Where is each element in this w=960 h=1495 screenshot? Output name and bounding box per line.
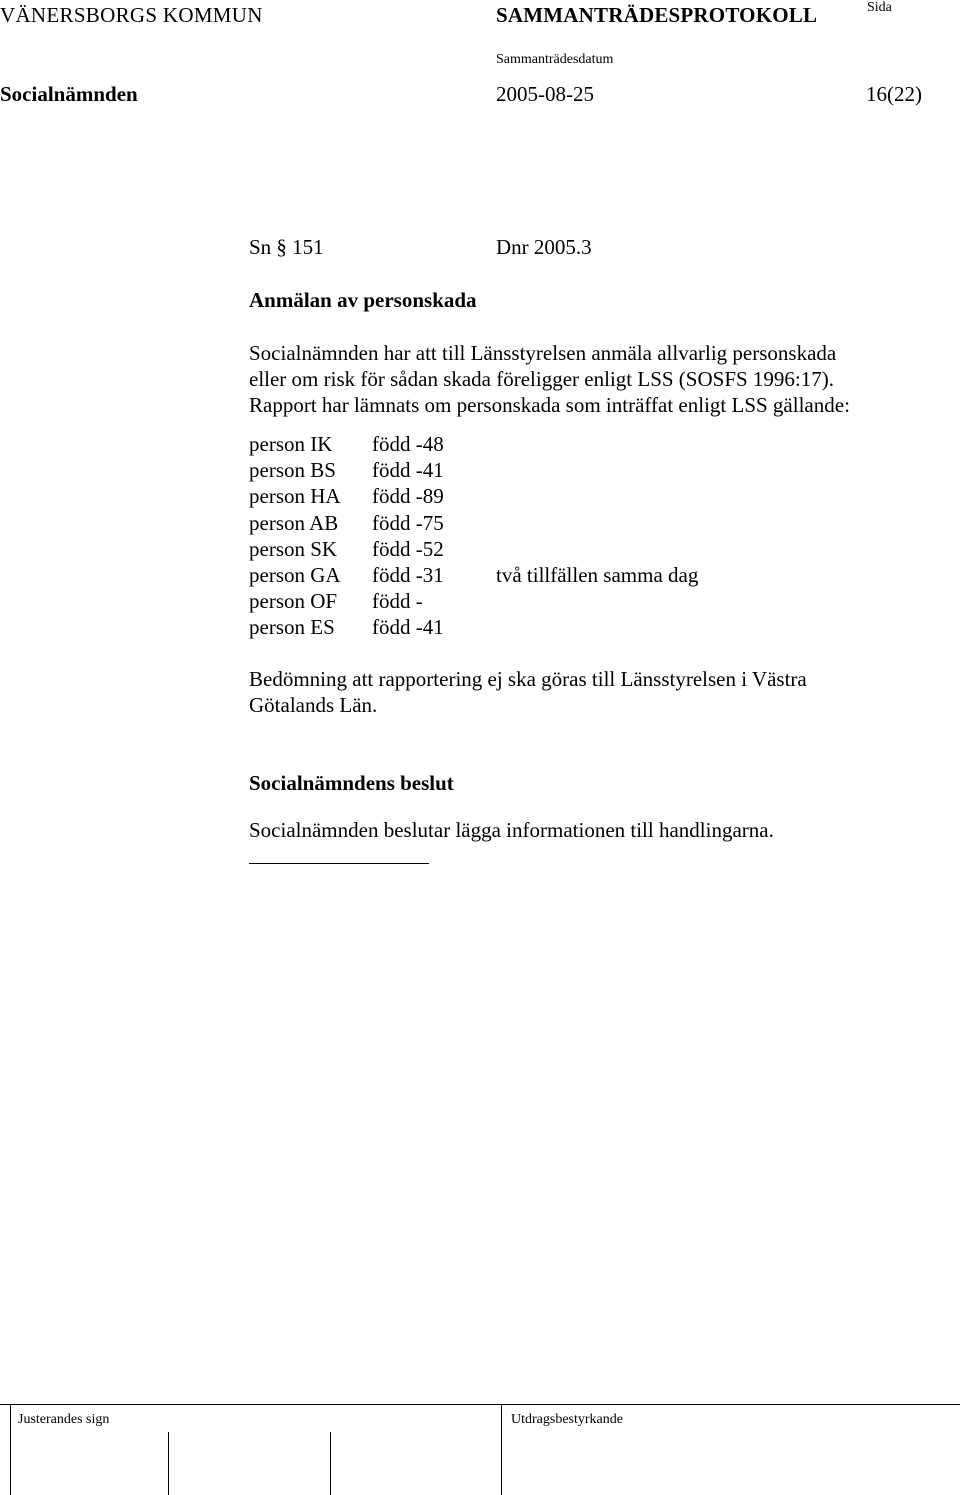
signature-box-divider bbox=[168, 1432, 169, 1495]
case-paragraph-number: Sn § 151 bbox=[249, 235, 324, 259]
description-line: Socialnämnden har att till Länsstyrelsen anmäla allvarlig personskada bbox=[249, 341, 837, 365]
person-birth-year: född -48 bbox=[372, 432, 444, 456]
end-of-section-rule bbox=[249, 863, 429, 864]
assessment-line: Bedömning att rapportering ej ska göras till Länsstyrelsen i Västra bbox=[249, 667, 807, 691]
assessment-text bbox=[249, 666, 807, 718]
person-name: person AB bbox=[249, 510, 339, 535]
signature-box-divider bbox=[330, 1432, 331, 1495]
case-title: Anmälan av personskada bbox=[249, 288, 477, 312]
signature-box-divider bbox=[10, 1404, 11, 1495]
person-name: person OF bbox=[249, 589, 338, 614]
description-line: Rapport har lämnats om personskada som inträffat enligt LSS gällande: bbox=[249, 393, 850, 417]
page-label: Sida bbox=[867, 0, 892, 15]
person-birth-year: född - bbox=[372, 589, 423, 614]
meeting-date-label: Sammanträdesdatum bbox=[496, 52, 614, 67]
decision-text: Socialnämnden beslutar lägga informationen till handlingarna. bbox=[249, 818, 774, 842]
person-birth-year: född -41 bbox=[372, 615, 444, 640]
page-number: 16(22) bbox=[866, 82, 922, 106]
person-birth-year: född -89 bbox=[372, 484, 444, 509]
description-line: eller om risk för sådan skada föreligger enligt LSS (SOSFS 1996:17). bbox=[249, 367, 835, 391]
person-birth-year: född -52 bbox=[372, 536, 444, 561]
person-name: person BS bbox=[249, 458, 336, 483]
person-birth-year: född -41 bbox=[372, 458, 444, 483]
person-note: två tillfällen samma dag bbox=[496, 562, 699, 587]
person-name: person ES bbox=[249, 615, 335, 640]
case-registration-number: Dnr 2005.3 bbox=[496, 235, 592, 259]
certifier-label: Utdragsbestyrkande bbox=[511, 1412, 623, 1427]
decision-heading: Socialnämndens beslut bbox=[249, 771, 454, 795]
adjuster-sign-label: Justerandes sign bbox=[18, 1412, 110, 1427]
person-name: person SK bbox=[249, 536, 338, 561]
person-birth-year: född -75 bbox=[372, 510, 444, 535]
committee-name: Socialnämnden bbox=[0, 82, 138, 106]
document-type: SAMMANTRÄDESPROTOKOLL bbox=[496, 3, 818, 27]
organization-name: VÄNERSBORGS KOMMUN bbox=[0, 3, 263, 27]
person-name: person HA bbox=[249, 484, 341, 509]
case-description bbox=[249, 340, 850, 418]
signature-box-divider bbox=[501, 1404, 502, 1495]
person-birth-year: född -31 bbox=[372, 562, 444, 587]
person-name: person IK bbox=[249, 432, 333, 456]
footer-rule bbox=[0, 1404, 960, 1405]
assessment-line: Götalands Län. bbox=[249, 693, 378, 717]
meeting-date: 2005-08-25 bbox=[496, 82, 594, 106]
person-name: person GA bbox=[249, 562, 341, 587]
